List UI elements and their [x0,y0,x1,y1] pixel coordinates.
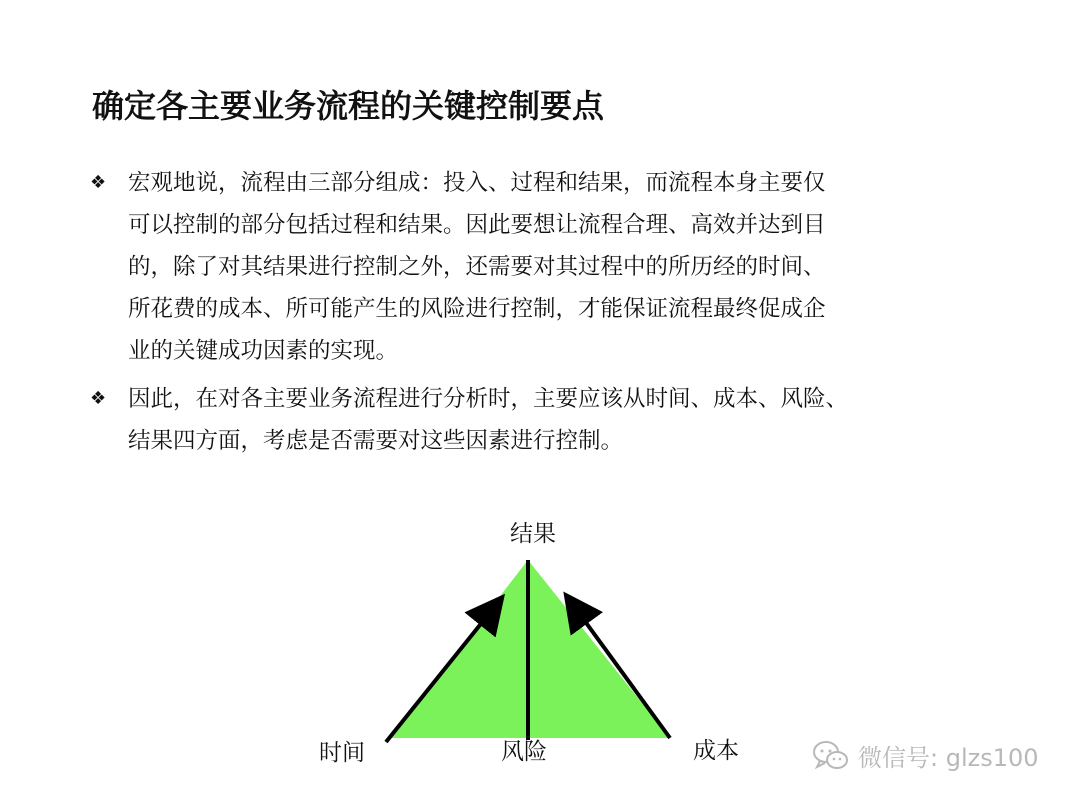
diamond-bullet-icon: ❖ [90,172,107,193]
bullet-line: 可以控制的部分包括过程和结果。因此要想让流程合理、高效并达到目 [128,212,826,238]
bullet-text [128,162,990,372]
bullet-text [128,378,990,462]
risk-label: 风险 [501,739,547,765]
bullet-item-process-overview [90,162,990,372]
cost-label: 成本 [693,738,739,764]
slide-title: 确定各主要业务流程的关键控制要点 [92,87,605,125]
bullet-line: 因此，在对各主要业务流程进行分析时，主要应该从时间、成本、风险、 [128,386,849,412]
bullet-line: 所花费的成本、所可能产生的风险进行控制，才能保证流程最终促成企 [128,296,826,322]
time-arrow [386,600,500,742]
diamond-bullet-icon: ❖ [90,388,107,409]
bullet-line: 结果四方面，考虑是否需要对这些因素进行控制。 [128,428,624,454]
bullet-item-analysis-aspects [90,378,990,462]
bullet-line: 宏观地说，流程由三部分组成：投入、过程和结果，而流程本身主要仅 [128,170,826,196]
wechat-icon [812,739,850,773]
bullet-line: 业的关键成功因素的实现。 [128,338,399,364]
bullet-line: 的，除了对其结果进行控制之外，还需要对其过程中的所历经的时间、 [128,254,826,280]
cost-arrow [568,598,670,738]
bullet-list [90,162,990,462]
time-label: 时间 [319,740,365,766]
wechat-watermark [812,738,1039,773]
result-label: 结果 [510,521,556,547]
watermark-text: 微信号: glzs100 [858,744,1039,772]
result-triangle [390,560,670,738]
